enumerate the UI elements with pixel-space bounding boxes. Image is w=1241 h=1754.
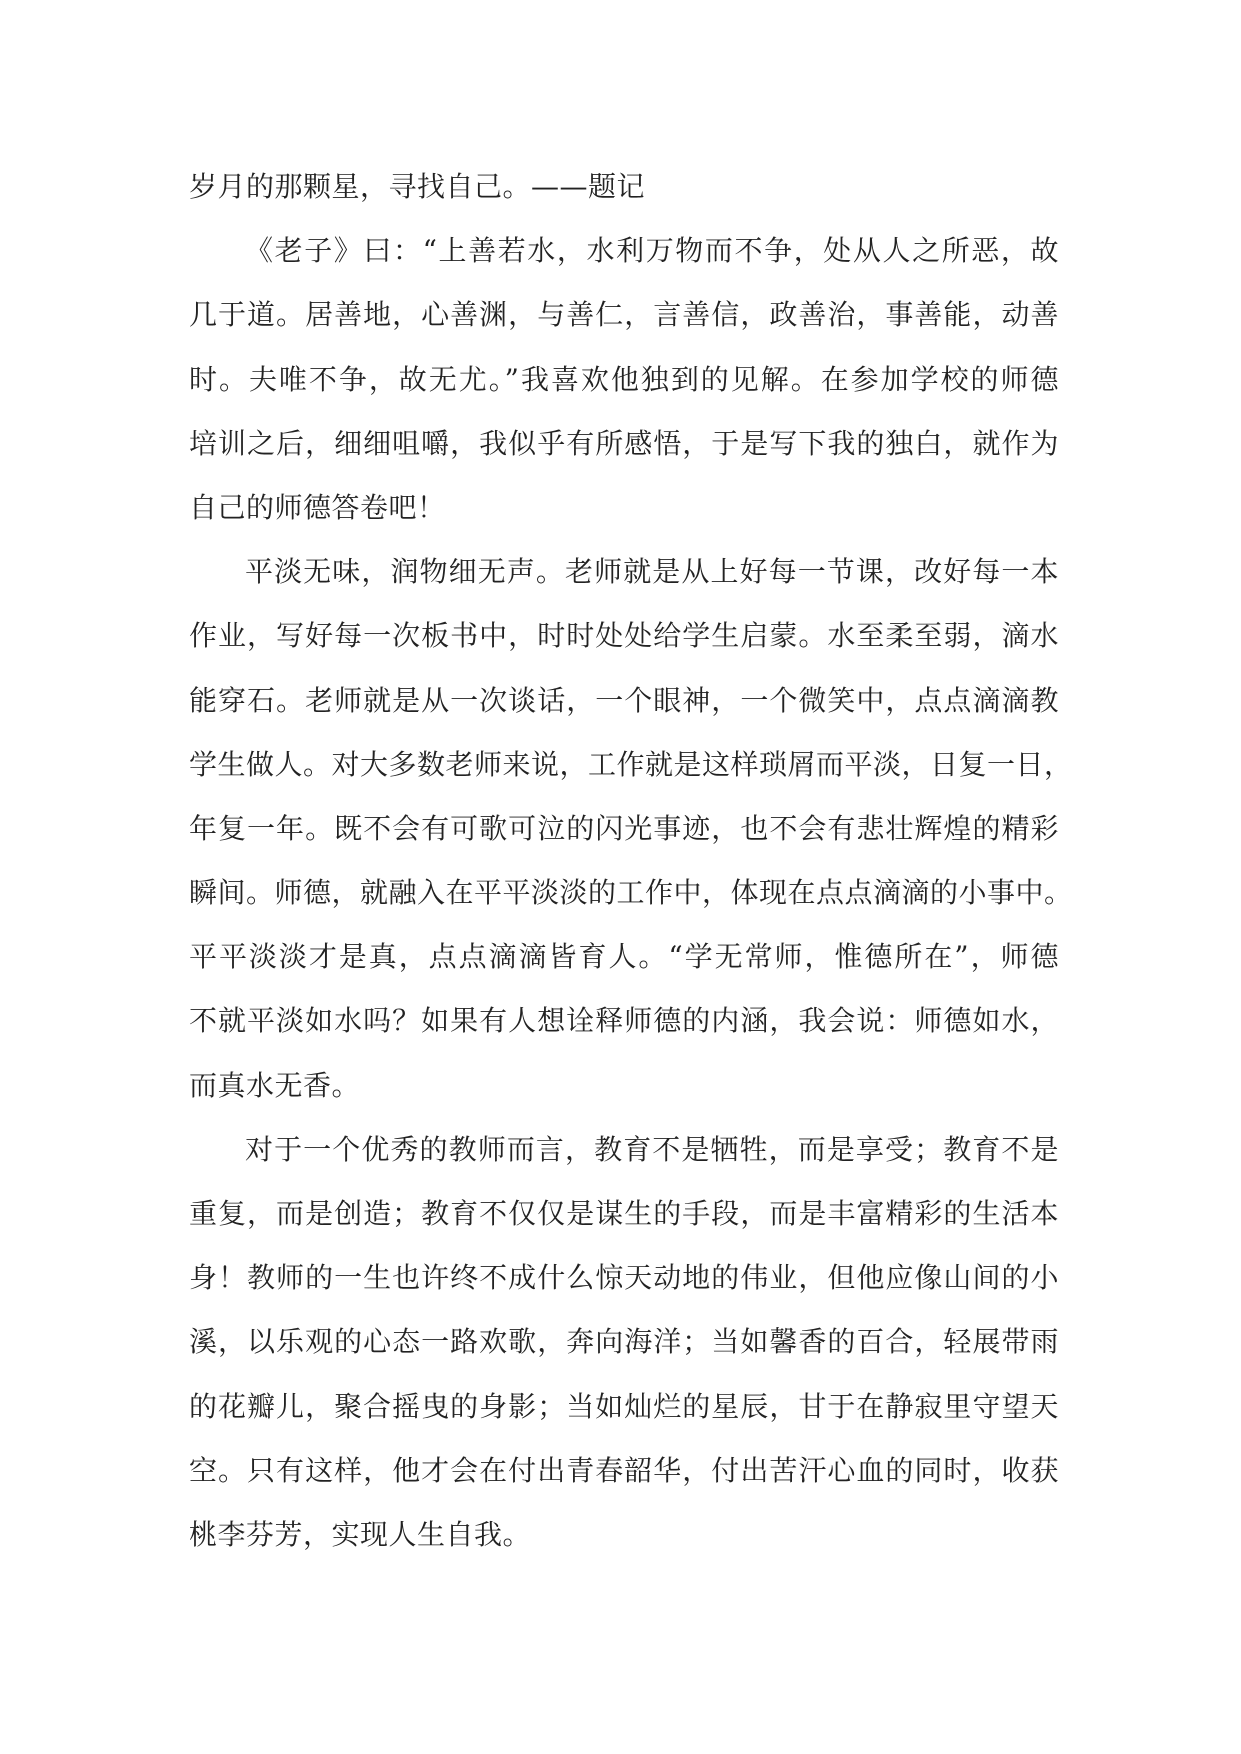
text-line: 空。只有这样，他才会在付出青春韶华，付出苦汗心血的同时，收获 — [189, 1453, 1059, 1487]
text-line: 学生做人。对大多数老师来说，工作就是这样琐屑而平淡，日复一日， — [189, 747, 1073, 781]
text-line: 培训之后，细细咀嚼，我似乎有所感悟，于是写下我的独白，就作为 — [189, 426, 1059, 460]
text-line: 年复一年。既不会有可歌可泣的闪光事迹，也不会有悲壮辉煌的精彩 — [189, 811, 1059, 845]
text-line: 重复，而是创造；教育不仅仅是谋生的手段，而是丰富精彩的生活本 — [189, 1197, 1059, 1230]
text-line: 溪，以乐观的心态一路欢歌，奔向海洋；当如馨香的百合，轻展带雨 — [189, 1325, 1059, 1359]
text-line: 瞬间。师德，就融入在平平淡淡的工作中，体现在点点滴滴的小事中。 — [189, 876, 1073, 910]
text-line: 作业，写好每一次板书中，时时处处给学生启蒙。水至柔至弱，滴水 — [189, 619, 1059, 653]
text-line: 时。夫唯不争，故无尤。”我喜欢他独到的见解。在参加学校的师德 — [189, 362, 1059, 396]
text-line: 平淡无味，润物细无声。老师就是从上好每一节课，改好每一本 — [245, 555, 1059, 589]
text-line: 身！教师的一生也许终不成什么惊天动地的伟业，但他应像山间的小 — [189, 1261, 1059, 1295]
text-line: 自己的师德答卷吧！ — [189, 490, 446, 524]
text-line: 《老子》曰：“上善若水，水利万物而不争，处从人之所恶，故 — [245, 234, 1059, 268]
text-line: 桃李芬芳，实现人生自我。 — [189, 1517, 532, 1551]
text-line: 的花瓣儿，聚合摇曳的身影；当如灿烂的星辰，甘于在静寂里守望天 — [189, 1389, 1059, 1423]
document-body — [189, 155, 1073, 1567]
text-line: 几于道。居善地，心善渊，与善仁，言善信，政善治，事善能，动善 — [189, 298, 1059, 332]
text-line: 平平淡淡才是真，点点滴滴皆育人。“学无常师，惟德所在”，师德 — [189, 940, 1059, 974]
text-line: 对于一个优秀的教师而言，教育不是牺牲，而是享受；教育不是 — [245, 1132, 1059, 1166]
text-line-epigraph-end: 岁月的那颗星，寻找自己。——题记 — [189, 170, 646, 203]
text-line: 能穿石。老师就是从一次谈话，一个眼神，一个微笑中，点点滴滴教 — [189, 683, 1059, 717]
text-line: 不就平淡如水吗？如果有人想诠释师德的内涵，我会说：师德如水， — [189, 1004, 1059, 1038]
text-line: 而真水无香。 — [189, 1068, 361, 1102]
